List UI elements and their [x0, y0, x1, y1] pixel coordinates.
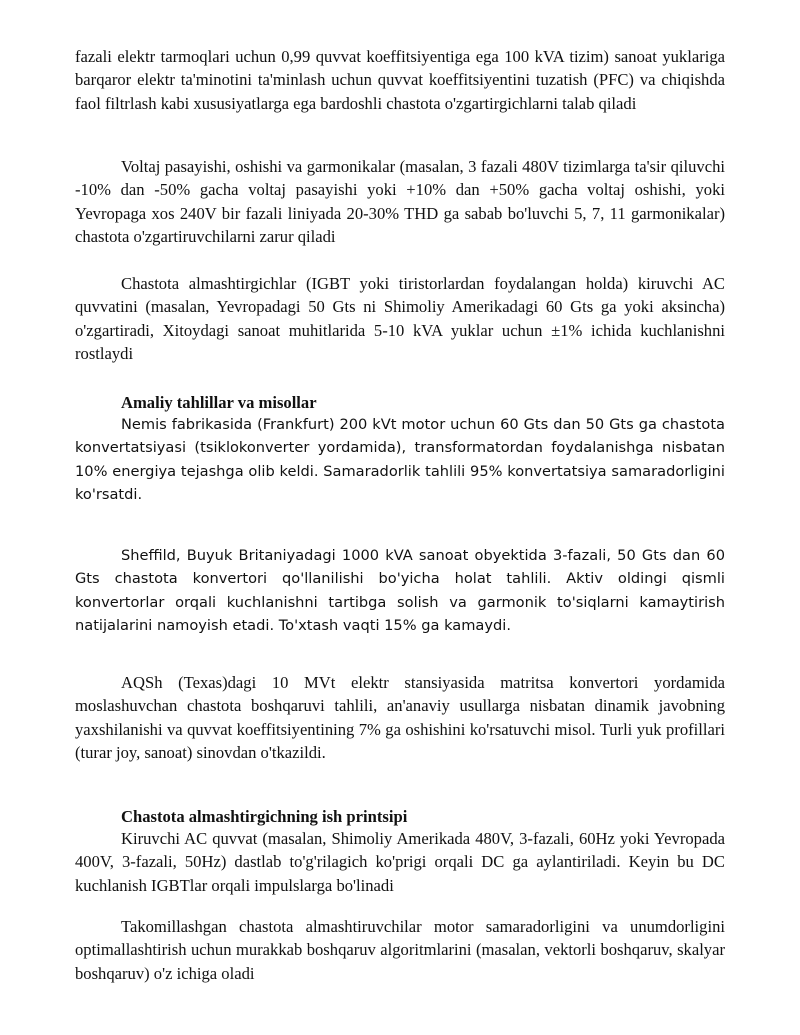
paragraph-frankfurt-example: Nemis fabrikasida (Frankfurt) 200 kVt motor uchun 60 Gts dan 50 Gts ga chastota konvertatsiyasi (tsiklokonverter yordamida), transformatordan foydalanishga nisbatan 10% energiya tejashga olib keldi. Samaradorlik tahlili 95% konvertatsiya samaradorligini ko'rsatdi. [75, 416, 725, 504]
heading-operating-principle: Chastota almashtirgichning ish printsipi [121, 807, 408, 826]
heading-practical-analyses: Amaliy tahlillar va misollar [121, 393, 317, 412]
paragraph-ac-to-dc: Kiruvchi AC quvvat (masalan, Shimoliy Amerikada 480V, 3-fazali, 60Hz yoki Yevropada 400V, 3-fazali, 50Hz) dastlab to'g'rilagich ko'prigi orqali DC ga aylantiriladi. Keyin bu DC kuchlanish IGBTlar orqali impulslarga bo'linadi [75, 829, 725, 895]
paragraph-advanced-control: Takomillashgan chastota almashtiruvchilar motor samaradorligini va unumdorligini optimallashtirish uchun murakkab boshqaruv algoritmlarini (masalan, vektorli boshqaruv, skalyar boshqaruv) o'z ichiga oladi [75, 917, 725, 983]
paragraph-voltage-sags: Voltaj pasayishi, oshishi va garmonikalar (masalan, 3 fazali 480V tizimlarga ta'sir qiluvchi -10% dan -50% gacha voltaj pasayishi yoki +10% dan +50% gacha voltaj oshishi, yoki Yevropaga xos 240V bir fazali liniyada 20-30% THD ga sabab bo'luvchi 5, 7, 11 garmonikalar) chastota o'zgartiruvchilarni zarur qiladi [75, 157, 725, 247]
paragraph-pfc: fazali elektr tarmoqlari uchun 0,99 quvvat koeffitsiyentiga ega 100 kVA tizim) sanoat yuklariga barqaror elektr ta'minotini ta'minlash uchun quvvat koeffitsiyentini tuzatish (PFC) va chiqishda faol filtrlash kabi xususiyatlarga ega bardoshli chastota o'zgartirgichlarni talab qiladi [75, 47, 725, 113]
paragraph-frequency-converters: Chastota almashtirgichlar (IGBT yoki tiristorlardan foydalangan holda) kiruvchi AC quvvatini (masalan, Yevropadagi 50 Gts ni Shimoliy Amerikadagi 60 Gts ga yoki aksincha) o'zgartiradi, Xitoydagi sanoat muhitlarida 5-10 kVA yuklar uchun ±1% ichida kuchlanishni rostlaydi [75, 274, 725, 364]
paragraph-sheffield-example: Sheffild, Buyuk Britaniyadagi 1000 kVA sanoat obyektida 3-fazali, 50 Gts dan 60 Gts chastota konvertori qo'llanilishi bo'yicha holat tahlili. Aktiv oldingi qismli konvertorlar orqali kuchlanishni tartibga solish va garmonik to'siqlarni kamaytirish natijalarini namoyish etadi. To'xtash vaqti 15% ga kamaydi. [75, 547, 725, 635]
paragraph-texas-example: AQSh (Texas)dagi 10 MVt elektr stansiyasida matritsa konvertori yordamida moslashuvchan chastota boshqaruvi tahlili, an'anaviy usullarga nisbatan dinamik javobning yaxshilanishi va quvvat koeffitsiyentining 7% ga oshishini ko'rsatuvchi misol. Turli yuk profillari (turar joy, sanoat) sinovdan o'tkazildi. [75, 673, 725, 763]
